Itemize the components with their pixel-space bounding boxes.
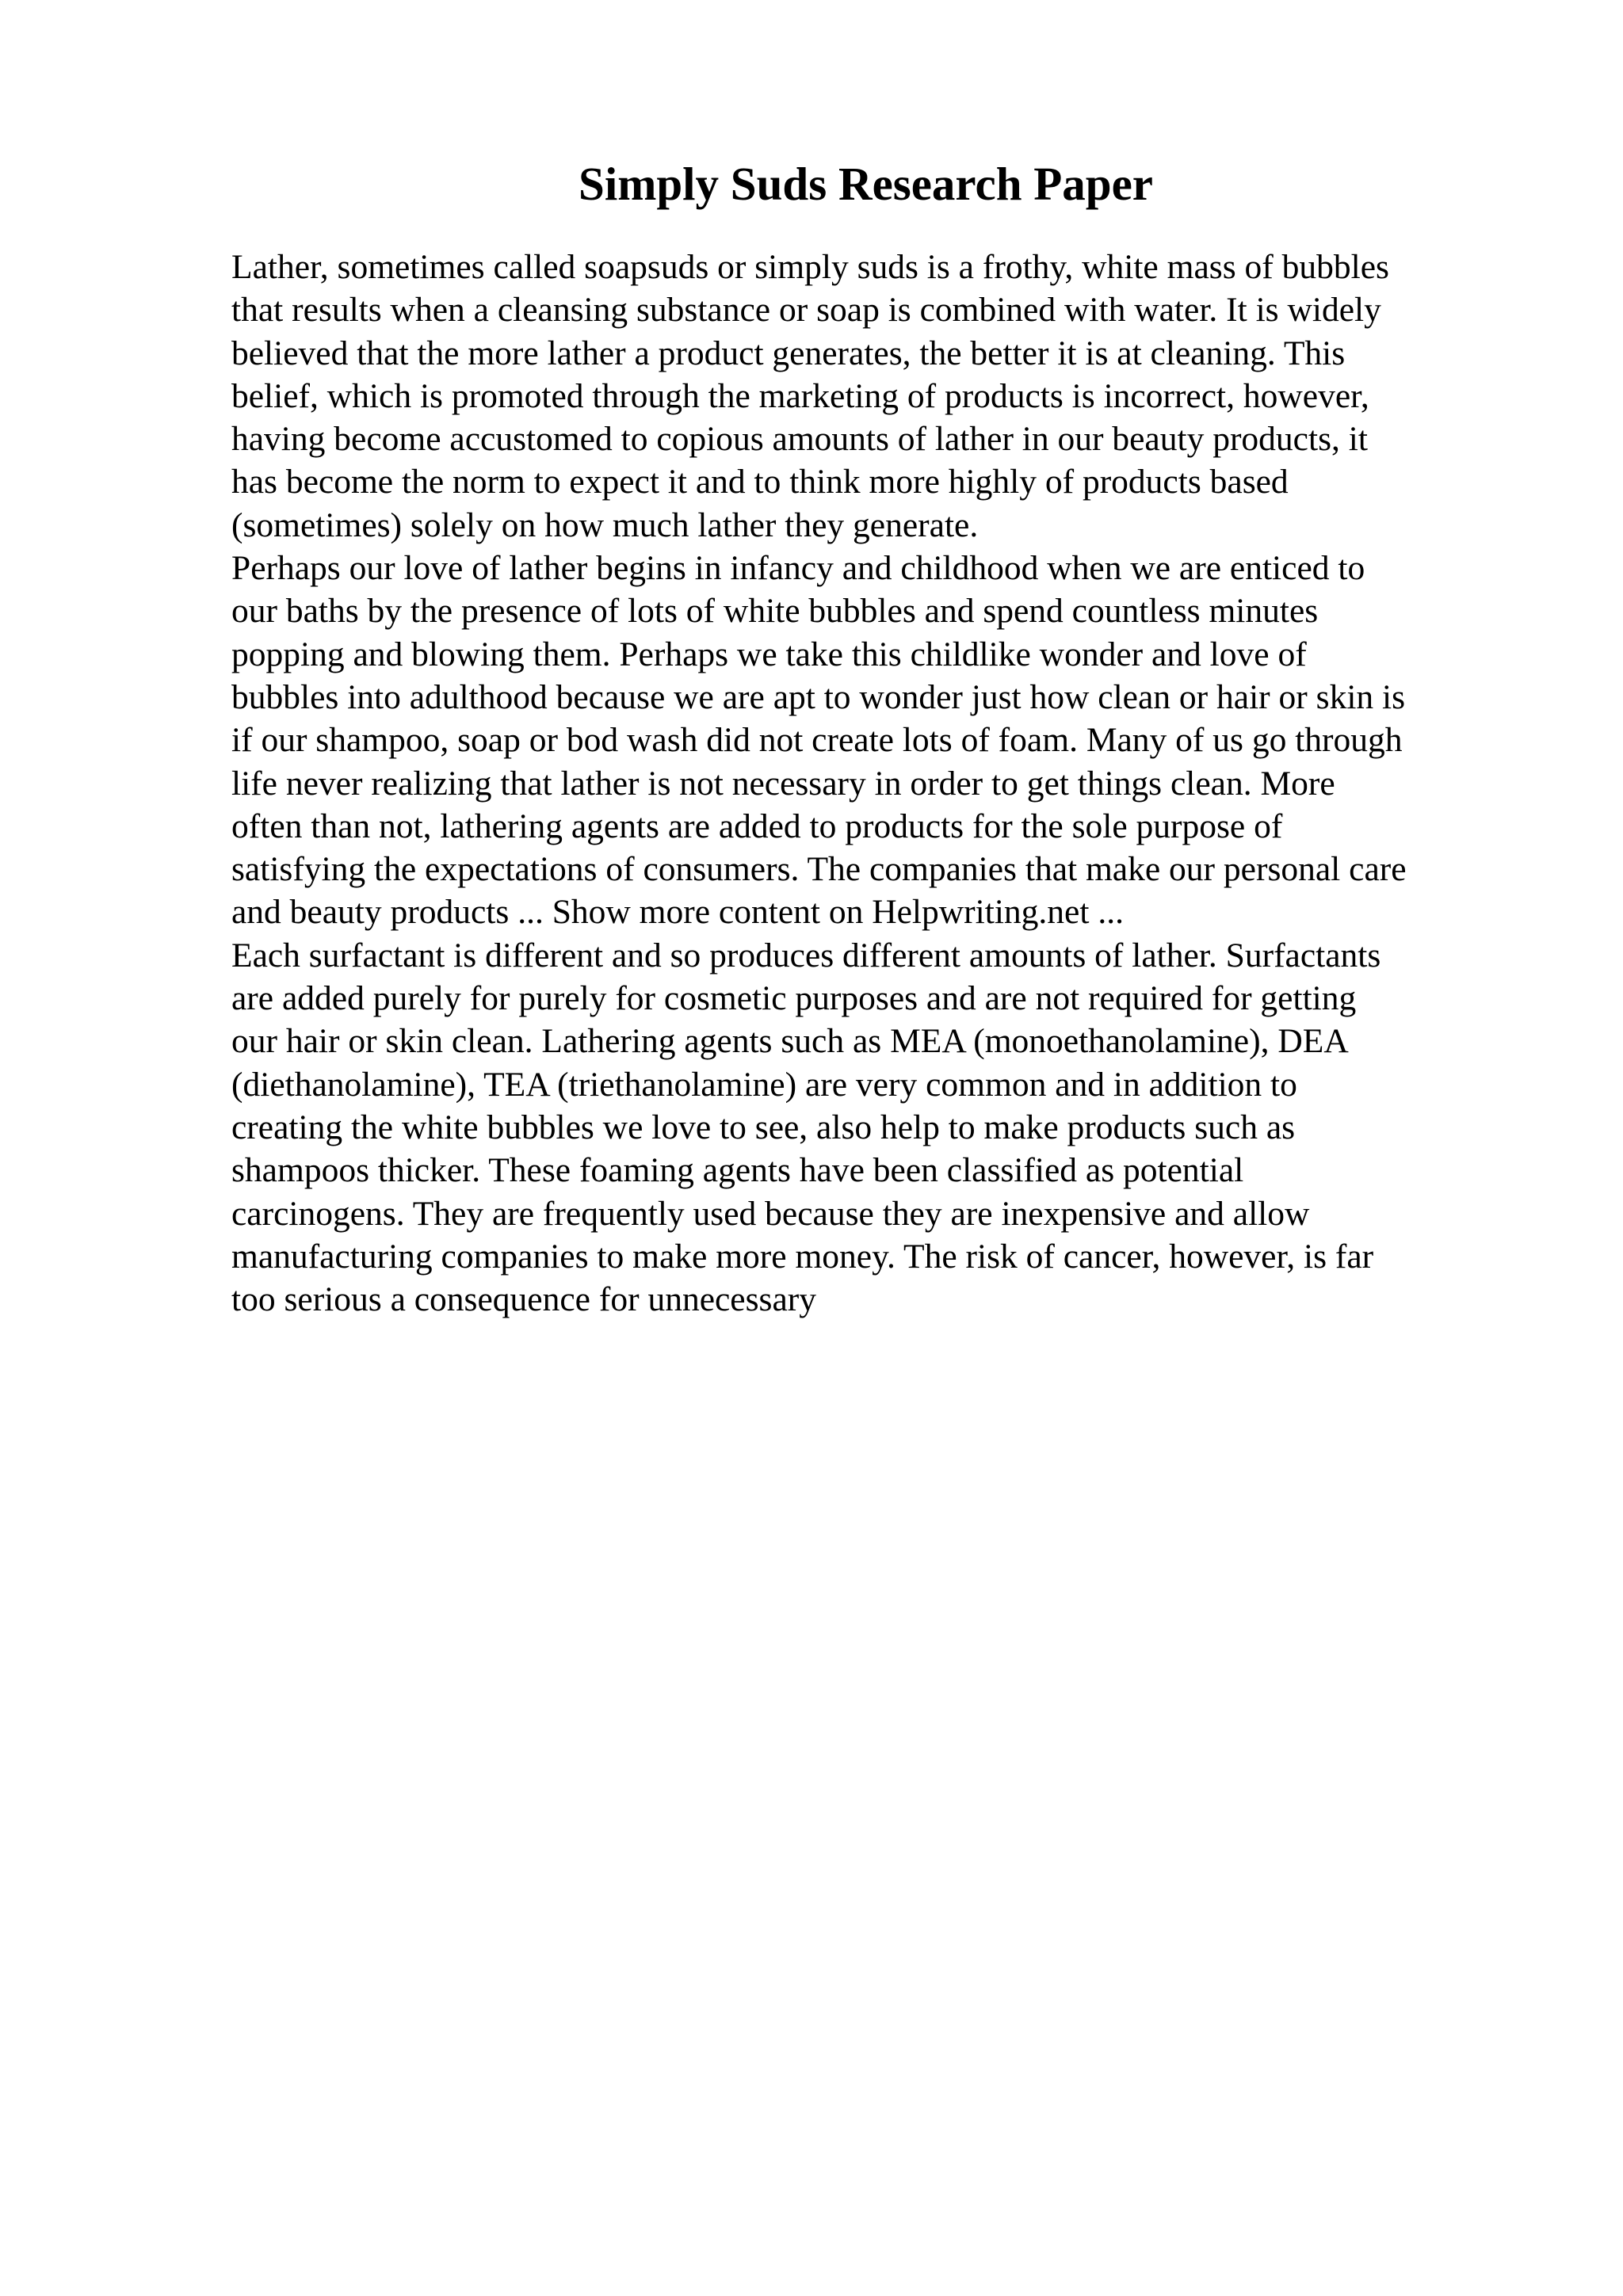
body-line: Perhaps our love of lather begins in infancy and childhood when we are enticed to [231,549,1365,588]
body-line: carcinogens. They are frequently used because they are inexpensive and allow [231,1194,1310,1233]
body-line: having become accustomed to copious amounts of lather in our beauty products, it [231,420,1368,459]
body-line: our hair or skin clean. Lathering agents such as MEA (monoethanolamine), DEA [231,1022,1349,1061]
body-line: manufacturing companies to make more money. The risk of cancer, however, is far [231,1237,1374,1276]
body-line: are added purely for purely for cosmetic purposes and are not required for getting [231,979,1357,1018]
body-line: satisfying the expectations of consumers. The companies that make our personal care [231,850,1407,889]
body-line: too serious a consequence for unnecessary [231,1280,817,1319]
body-line: (sometimes) solely on how much lather they generate. [231,505,979,544]
body-line: our baths by the presence of lots of white bubbles and spend countless minutes [231,592,1319,631]
body-line: often than not, lathering agents are added to products for the sole purpose of [231,807,1283,845]
body-line: creating the white bubbles we love to see, also help to make products such as [231,1108,1296,1146]
body-line: shampoos thicker. These foaming agents have been classified as potential [231,1151,1244,1190]
body-line: has become the norm to expect it and to think more highly of products based [231,463,1289,502]
body-line: popping and blowing them. Perhaps we take this childlike wonder and love of [231,635,1307,673]
body-line: Each surfactant is different and so produces different amounts of lather. Surfactants [231,936,1381,974]
body-line: belief, which is promoted through the marketing of products is incorrect, however, [231,376,1369,415]
body-line: (diethanolamine), TEA (triethanolamine) are very common and in addition to [231,1065,1297,1104]
body-line: bubbles into adulthood because we are apt to wonder just how clean or hair or skin is [231,677,1406,716]
body-line: that results when a cleansing substance or soap is combined with water. It is widely [231,291,1381,330]
body-line: if our shampoo, soap or bod wash did not create lots of foam. Many of us go through [231,721,1403,760]
body-line: and beauty products ... Show more content on Helpwriting.net ... [231,893,1124,932]
body-line: believed that the more lather a product generates, the better it is at cleaning. This [231,334,1346,372]
document-title: Simply Suds Research Paper [579,158,1153,210]
body-line: Lather, sometimes called soapsuds or simply suds is a frothy, white mass of bubbles [231,248,1389,286]
document-body [231,246,1515,1321]
body-line: life never realizing that lather is not necessary in order to get things clean. More [231,764,1335,803]
